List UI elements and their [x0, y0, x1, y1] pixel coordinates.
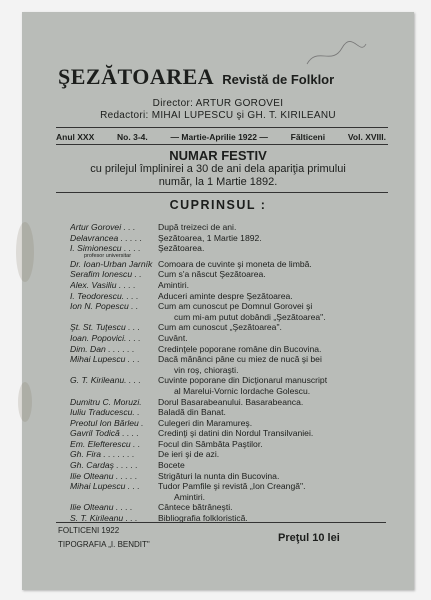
title-line: De ieri şi de azi.	[158, 449, 220, 460]
title-line: Amintiri.	[158, 279, 190, 290]
issue-volume: Vol. XVIII.	[347, 132, 386, 142]
contents-author	[70, 407, 158, 418]
magazine-cover	[22, 12, 414, 590]
contents-author	[70, 243, 158, 259]
contents-title	[158, 322, 390, 333]
magazine-title: ŞEZĂTOAREA	[58, 64, 215, 89]
publication-place-year: FOLTICENI 1922	[58, 526, 120, 535]
contents-author	[70, 460, 158, 471]
author-name: Ilie Olteanu . . . . .	[70, 470, 138, 481]
contents-title	[158, 375, 390, 396]
contents-row	[70, 322, 390, 333]
contents-title	[158, 407, 390, 418]
contents-title	[158, 428, 390, 439]
title-line: Cuvânt.	[158, 332, 188, 343]
author-name: Mihai Lupescu . . .	[70, 481, 140, 492]
author-name: Gh. Cardaş . . . . .	[70, 460, 138, 471]
contents-title	[158, 233, 390, 244]
divider	[56, 522, 386, 523]
divider	[56, 144, 388, 145]
contents-author	[70, 428, 158, 439]
contents-title	[158, 502, 390, 513]
contents-author	[70, 449, 158, 460]
contents-author	[70, 233, 158, 244]
title-continuation: cum mi-am putut dobândi „Şezătoarea".	[174, 311, 326, 322]
contents-row	[70, 333, 390, 344]
contents-row	[70, 269, 390, 280]
contents-title	[158, 471, 390, 482]
title-line: Bibliografia folkloristică.	[158, 513, 248, 524]
contents-author	[70, 259, 158, 270]
festive-heading: NUMAR FESTIV	[169, 148, 267, 163]
author-name: Ilie Olteanu . . . .	[70, 502, 133, 513]
title-line: Cântece bătrâneşti.	[158, 502, 233, 513]
contents-author	[70, 354, 158, 375]
title-line: După treizeci de ani.	[158, 222, 237, 232]
title-line: Culegeri din Maramureş.	[158, 417, 253, 428]
contents-title	[158, 418, 390, 429]
author-name: Gavril Todică . . . .	[70, 428, 139, 439]
title-line: Cuvinte poporane din Dicţionarul manuscript	[158, 375, 328, 386]
contents-row	[70, 428, 390, 439]
contents-row	[70, 397, 390, 408]
contents-author	[70, 222, 158, 233]
contents-row	[70, 243, 390, 259]
contents-title	[158, 301, 390, 322]
title-line: Comoara de cuvinte şi moneta de limbă.	[158, 258, 312, 269]
author-name: Alex. Vasiliu . . . .	[70, 279, 136, 290]
author-name: Dr. Ioan-Urban Jarník	[70, 258, 153, 269]
contents-row	[70, 375, 390, 396]
author-name: Ioan. Popovici. . . .	[70, 332, 141, 343]
title-continuation: Amintiri.	[174, 491, 206, 502]
contents-row	[70, 418, 390, 429]
contents-author	[70, 418, 158, 429]
title-line: Credinţele poporane române din Bucovina.	[158, 343, 322, 354]
contents-heading: CUPRINSUL :	[169, 198, 267, 212]
cover-stain	[16, 222, 34, 282]
divider	[56, 127, 388, 128]
festive-line-1: cu prilejul împlinirei a 30 de ani dela apariţia primului	[90, 163, 346, 175]
contents-row	[70, 439, 390, 450]
director-line: Director: ARTUR GOROVEI	[152, 98, 284, 109]
contents-title	[158, 354, 390, 375]
contents-title	[158, 460, 390, 471]
author-name: Dim. Dan . . . . . .	[70, 343, 135, 354]
author-name: Iuliu Traducescu. .	[70, 407, 140, 418]
contents-row	[70, 259, 390, 270]
issue-place: Fălticeni	[290, 132, 326, 142]
contents-title	[158, 449, 390, 460]
contents-row	[70, 449, 390, 460]
contents-author	[70, 397, 158, 408]
contents-title	[158, 269, 390, 280]
author-name: Gh. Fira . . . . . . .	[70, 449, 135, 460]
contents-author	[70, 280, 158, 291]
title-line: Aduceri aminte despre Şezătoarea.	[158, 290, 293, 301]
title-line: Tudor Pamfile şi revistă „Ion Creangă".	[158, 481, 306, 492]
contents-row	[70, 481, 390, 502]
title-line: Cum am cunoscut „Şezătoarea".	[158, 322, 282, 333]
title-line: Baladă din Banat.	[158, 407, 226, 418]
author-name: Mihai Lupescu . . .	[70, 354, 140, 365]
author-name: Ion N. Popescu . .	[70, 301, 139, 312]
contents-row	[70, 407, 390, 418]
author-name: Şt. St. Tuţescu . . .	[70, 322, 141, 333]
price-label: Preţul 10 lei	[278, 532, 340, 544]
author-name: I. Teodorescu. . . .	[70, 290, 139, 301]
contents-row	[70, 354, 390, 375]
contents-author	[70, 502, 158, 513]
cover-stain	[18, 382, 32, 422]
author-name: Serafim Ionescu . .	[70, 269, 142, 280]
title-line: Dorul Basarabeanului. Basarabeanca.	[158, 396, 304, 407]
contents-row	[70, 280, 390, 291]
contents-row	[70, 344, 390, 355]
title-line: Bocete	[158, 460, 185, 471]
contents-title	[158, 481, 390, 502]
contents-author	[70, 375, 158, 396]
title-continuation: vin roş, chioraşti.	[174, 364, 239, 375]
contents-author	[70, 269, 158, 280]
author-name: Dumitru C. Moruzi.	[70, 396, 142, 407]
title-line: Dacă mănânci pâne cu miez de nucă şi bei	[158, 354, 322, 365]
author-name: G. T. Kirileanu. . . .	[70, 375, 141, 386]
divider	[56, 192, 388, 193]
contents-row	[70, 502, 390, 513]
contents-title	[158, 344, 390, 355]
contents-author	[70, 439, 158, 450]
issue-year: Anul XXX	[56, 132, 95, 142]
contents-author	[70, 333, 158, 344]
author-name: Delavrancea . . . . .	[70, 232, 143, 243]
contents-title	[158, 259, 390, 270]
contents-row	[70, 233, 390, 244]
author-name: I. Simionescu . . . .	[70, 243, 141, 254]
contents-title	[158, 333, 390, 344]
contents-title	[158, 222, 390, 233]
contents-row	[70, 222, 390, 233]
contents-author	[70, 481, 158, 502]
contents-author	[70, 301, 158, 322]
title-continuation: al Marelui-Vornic Iordache Golescu.	[174, 385, 311, 396]
contents-title	[158, 397, 390, 408]
contents-row	[70, 460, 390, 471]
festive-line-2: număr, la 1 Martie 1892.	[158, 176, 278, 188]
author-name: Preotul Ion Bărleu .	[70, 417, 144, 428]
contents-author	[70, 291, 158, 302]
table-of-contents	[70, 222, 390, 524]
contents-title	[158, 291, 390, 302]
magazine-subtitle: Revistă de Folklor	[222, 72, 335, 87]
title-line: Şezătoarea.	[158, 243, 205, 254]
contents-author	[70, 471, 158, 482]
author-note: profesor universitar	[84, 252, 132, 259]
title-line: Strigături la nunta din Bucovina.	[158, 470, 280, 481]
printer-name: TIPOGRAFIA „I. BENDIT"	[58, 540, 150, 549]
author-name: Em. Elefterescu . .	[70, 438, 141, 449]
issue-number: No. 3-4.	[117, 132, 148, 142]
title-line: Credinţi şi datini din Nordul Transilvaniei.	[158, 428, 314, 439]
contents-row	[70, 471, 390, 482]
title-line: Cum am cunoscut pe Domnul Gorovei şi	[158, 301, 313, 312]
contents-title	[158, 439, 390, 450]
masthead	[58, 64, 334, 90]
contents-author	[70, 344, 158, 355]
issue-months: — Martie-Aprilie 1922 —	[170, 132, 268, 142]
title-line: Focul din Sâmbăta Paştilor.	[158, 438, 263, 449]
author-name: S. T. Kirileanu . . .	[70, 513, 138, 524]
title-line: Cum s'a născut Şezătoarea.	[158, 269, 266, 280]
author-name: Artur Gorovei . . .	[70, 222, 136, 232]
contents-title	[158, 280, 390, 291]
contents-row	[70, 301, 390, 322]
title-line: Şezătoarea, 1 Martie 1892.	[158, 232, 262, 243]
editors-line: Redactori: MIHAI LUPESCU şi GH. T. KIRILEANU	[100, 110, 336, 121]
contents-row	[70, 291, 390, 302]
contents-author	[70, 322, 158, 333]
contents-title	[158, 243, 390, 259]
issue-info	[56, 132, 386, 142]
